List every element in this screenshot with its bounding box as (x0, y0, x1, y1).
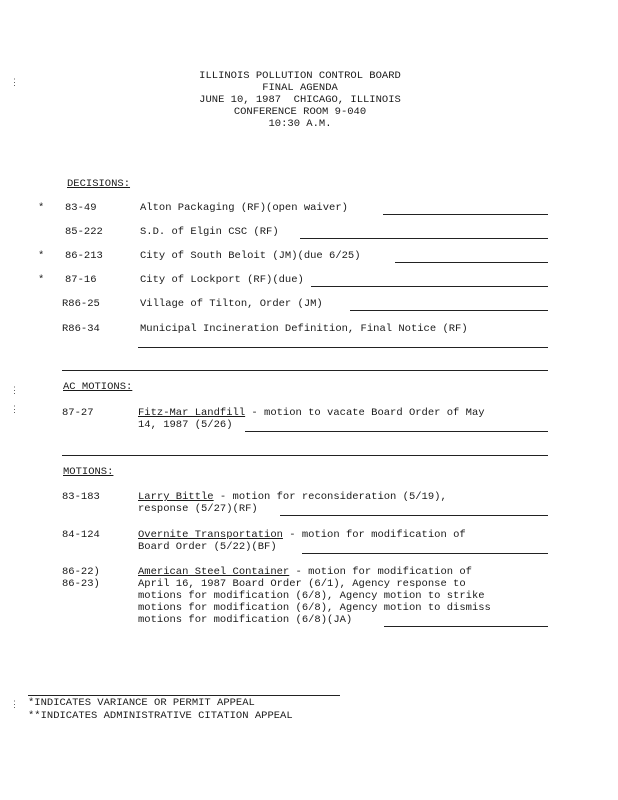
motion-title: Larry Bittle (138, 491, 214, 503)
scan-mark: ⋮ (10, 78, 19, 88)
motion-number: 86-23) (62, 578, 100, 590)
header-time: 10:30 A.M. (268, 118, 332, 130)
decision-marker: * (38, 274, 45, 286)
ac-motion-number: 87-27 (62, 407, 94, 419)
motion-line4: motions for modification (6/8), Agency motion to dismiss (138, 602, 491, 614)
decision-text: Village of Tilton, Order (JM) (140, 298, 323, 310)
footnote-citation: **INDICATES ADMINISTRATIVE CITATION APPEAL (28, 710, 293, 722)
motion-line5: motions for modification (6/8)(JA) (138, 614, 353, 626)
motion-line2: Board Order (5/22)(BF) (138, 541, 277, 553)
motion-title: American Steel Container (138, 566, 290, 578)
decisions-heading: DECISIONS: (67, 178, 131, 190)
decision-text: City of South Beloit (JM)(due 6/25) (140, 250, 361, 262)
decision-text: S.D. of Elgin CSC (RF) (140, 226, 279, 238)
decision-fill-line (350, 310, 548, 311)
motion-line1 (138, 566, 472, 578)
decision-fill-line (138, 347, 548, 348)
ac-motion-line2: 14, 1987 (5/26) (138, 419, 233, 431)
decision-fill-line (300, 238, 548, 239)
motion-number: 84-124 (62, 529, 100, 541)
header-title: ILLINOIS POLLUTION CONTROL BOARD (199, 70, 401, 82)
decision-marker: * (38, 250, 45, 262)
decision-number: 85-222 (65, 226, 103, 238)
header-room: CONFERENCE ROOM 9-040 (233, 106, 367, 118)
ac-motion-fill-line (245, 431, 548, 432)
scan-mark: ⋮ (10, 700, 19, 710)
motion-fill-line (302, 553, 548, 554)
decision-number: 87-16 (65, 274, 97, 286)
motion-fill-line (280, 515, 548, 516)
motion-line2: April 16, 1987 Board Order (6/1), Agency response to (138, 578, 466, 590)
section-divider (62, 455, 548, 456)
decision-number: 86-213 (65, 250, 103, 262)
motions-heading: MOTIONS: (63, 466, 114, 478)
ac-motion-description: - motion to vacate Board Order of May (245, 407, 485, 419)
section-divider (62, 370, 548, 371)
decision-fill-line (383, 214, 548, 215)
footnote-variance: *INDICATES VARIANCE OR PERMIT APPEAL (28, 697, 255, 709)
motion-description: - motion for modification of (289, 566, 472, 578)
decision-fill-line (311, 286, 548, 287)
motion-line2: response (5/27)(RF) (138, 503, 258, 515)
decision-text: Municipal Incineration Definition, Final Notice (RF) (140, 323, 468, 335)
decision-text: Alton Packaging (RF)(open waiver) (140, 202, 348, 214)
header-subtitle: FINAL AGENDA (262, 82, 338, 94)
motion-fill-line (384, 626, 548, 627)
footnote-divider (28, 695, 340, 696)
decision-number: R86-34 (62, 323, 100, 335)
motion-line3: motions for modification (6/8), Agency motion to strike (138, 590, 485, 602)
motion-description: - motion for reconsideration (5/19), (213, 491, 447, 503)
scan-mark: ⋮ (10, 405, 19, 415)
motion-number: 83-183 (62, 491, 100, 503)
scan-mark: ⋮ (10, 386, 19, 396)
ac-motions-heading: AC MOTIONS: (63, 381, 133, 393)
motion-number: 86-22) (62, 566, 100, 578)
motion-line1 (138, 491, 447, 503)
decision-number: 83-49 (65, 202, 97, 214)
ac-motion-line1 (138, 407, 485, 419)
header-date-location: JUNE 10, 1987 CHICAGO, ILLINOIS (199, 94, 401, 106)
ac-motion-title: Fitz-Mar Landfill (138, 407, 246, 419)
decision-marker: * (38, 202, 45, 214)
motion-title: Overnite Transportation (138, 529, 283, 541)
decision-fill-line (395, 262, 548, 263)
motion-description: - motion for modification of (282, 529, 466, 541)
motion-line1 (138, 529, 466, 541)
decision-text: City of Lockport (RF)(due) (140, 274, 304, 286)
decision-number: R86-25 (62, 298, 100, 310)
